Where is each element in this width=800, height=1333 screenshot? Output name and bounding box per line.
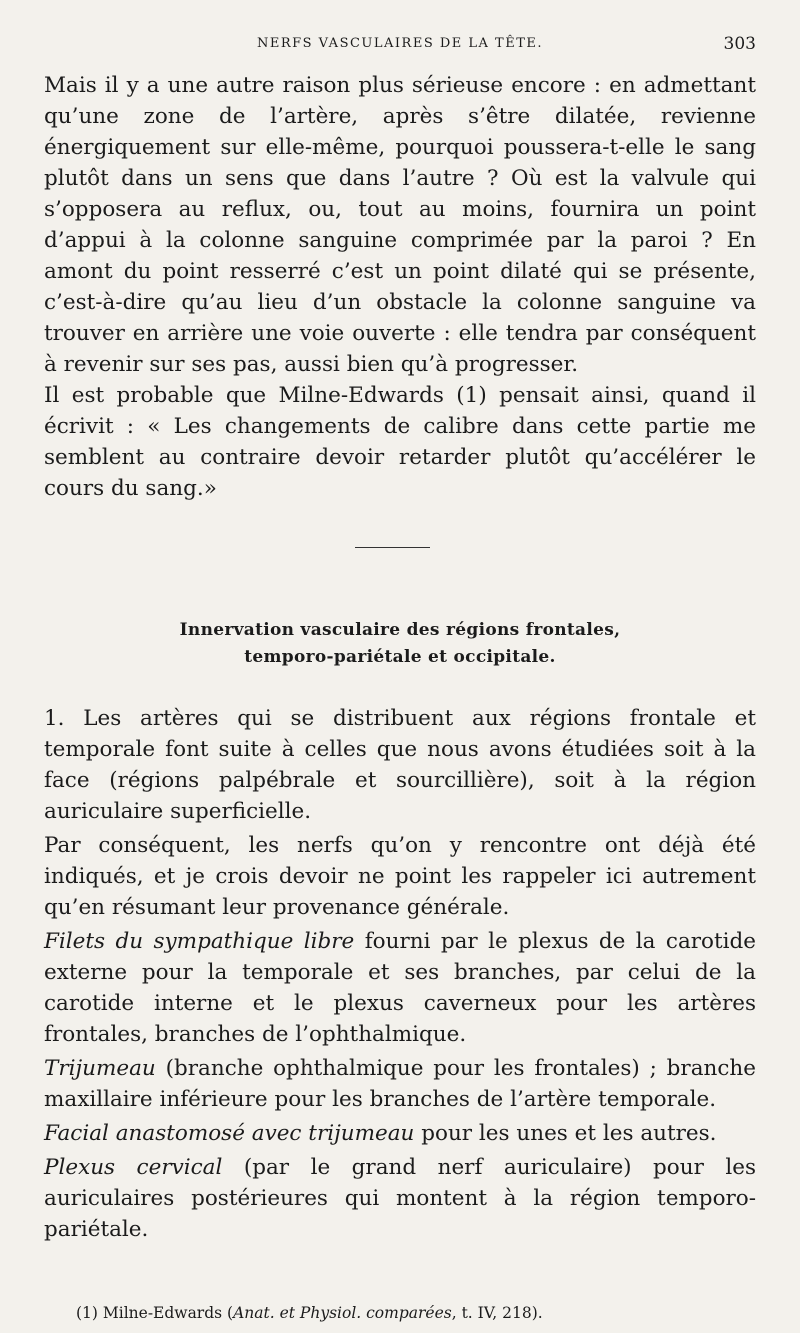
- paragraph-sympathique: [44, 926, 756, 1050]
- section-heading-line-1: Innervation vasculaire des régions frontales,: [179, 620, 621, 640]
- text-sympathique: fourni par le plexus de la carotide externe pour la temporale et ses branches, par celui de la carotide interne et le plexus caverneux pour les artères frontales, branches de l’ophthalmique.: [44, 929, 756, 1047]
- footnote-suffix: , t. IV, 218).: [451, 1304, 543, 1322]
- term-sympathique: Filets du sympathique libre: [44, 929, 355, 954]
- text-block-bottom: [44, 703, 756, 1248]
- term-trijumeau: Trijumeau: [44, 1056, 156, 1081]
- section-divider-rule: [355, 547, 430, 548]
- term-plexus-cervical: Plexus cervical: [44, 1155, 223, 1180]
- footnote-source: Anat. et Physiol. comparées: [233, 1304, 452, 1322]
- footnote-prefix: (1) Milne-Edwards (: [76, 1304, 234, 1322]
- paragraph-facial: [44, 1118, 756, 1149]
- page-number: 303: [723, 34, 756, 54]
- text-facial: pour les unes et les autres.: [414, 1121, 717, 1146]
- footnote: [76, 1303, 766, 1323]
- running-head: [44, 36, 756, 56]
- text-trijumeau: (branche ophthalmique pour les frontales) ; branche maxillaire inférieure pour les branches de l’artère temporale.: [44, 1056, 756, 1112]
- paragraph-milne-edwards: Il est probable que Milne-Edwards (1) pensait ainsi, quand il écrivit : « Les changements de calibre dans cette partie me semblent au contraire devoir retarder plutôt qu’accélérer le cours du sang.»: [44, 383, 756, 501]
- running-head-title: NERFS VASCULAIRES DE LA TÊTE.: [256, 36, 544, 51]
- paragraph-trijumeau: [44, 1053, 756, 1115]
- paragraph-arteries: 1. Les artères qui se distribuent aux régions frontale et temporale font suite à celles que nous avons étudiées soit à la face (régions palpébrale et sourcillière), soit à la région auriculaire superficielle.: [44, 706, 756, 824]
- section-heading-line-2: temporo-pariétale et occipitale.: [244, 647, 556, 667]
- text-plexus-cervical: (par le grand nerf auriculaire) pour les auriculaires postérieures qui montent à la région temporo-pariétale.: [44, 1155, 756, 1242]
- term-facial: Facial anastomosé avec trijumeau: [44, 1121, 415, 1146]
- paragraph-argument: Mais il y a une autre raison plus sérieuse encore : en admettant qu’une zone de l’artère, après s’être dilatée, revienne énergiquement sur elle-même, pourquoi poussera-t-elle le sang plutôt dans un sens que dans l’autre ? Où est la valvule qui s’opposera au reflux, ou, tout au moins, fournira un point d’appui à la colonne sanguine comprimée par la paroi ? En amont du point resserré c’est un point dilaté qui se présente, c’est-à-dire qu’au lieu d’un obstacle la colonne sanguine va trouver en arrière une voie ouverte : elle tendra par conséquent à revenir sur ses pas, aussi bien qu’à progresser.: [44, 73, 756, 377]
- paragraph-plexus-cervical: [44, 1152, 756, 1245]
- paragraph-nerves: Par conséquent, les nerfs qu’on y rencontre ont déjà été indiqués, et je crois devoir ne point les rappeler ici autrement qu’en résumant leur provenance générale.: [44, 833, 756, 920]
- text-block-top: [44, 70, 756, 504]
